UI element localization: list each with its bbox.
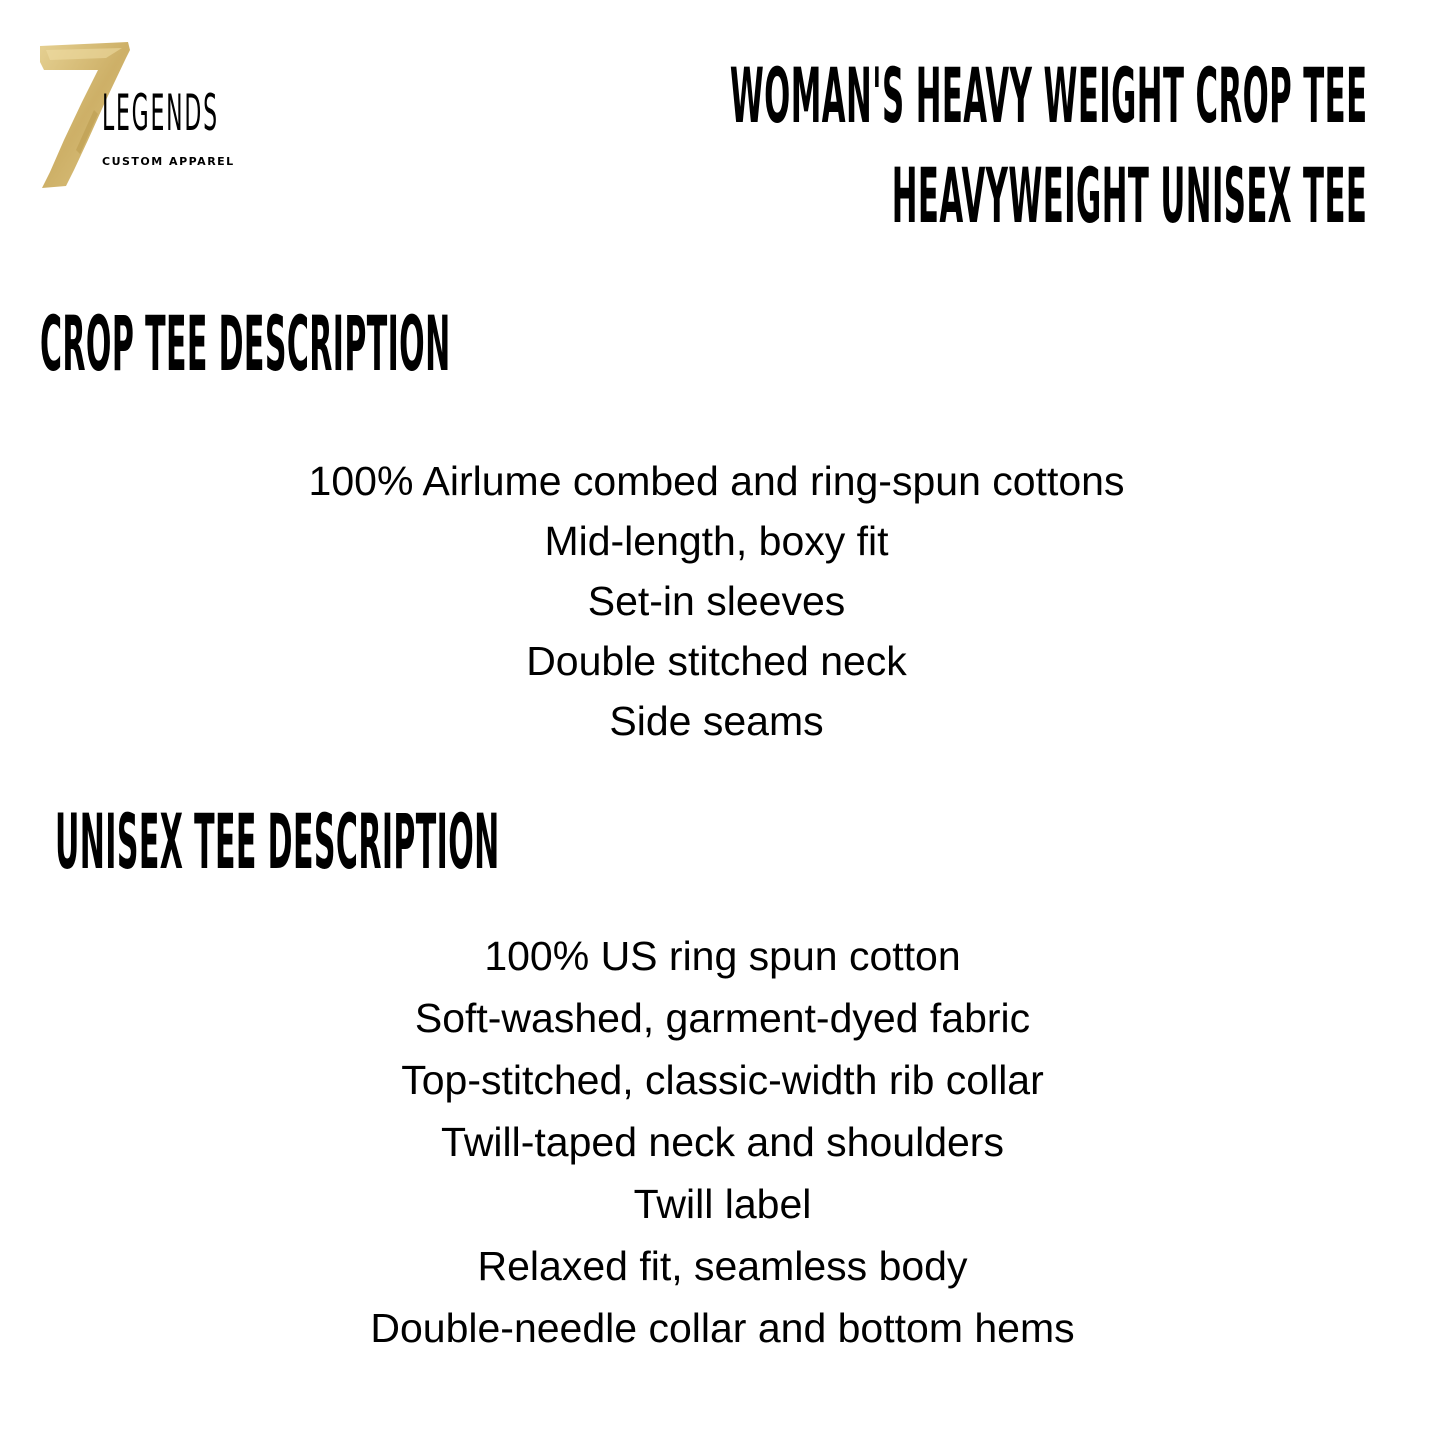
crop-tee-feature-list (0, 451, 1445, 751)
list-item (0, 1297, 1445, 1359)
feature-text: Relaxed fit, seamless body (477, 1243, 968, 1289)
product-title-line-2: HEAVYWEIGHT UNISEX TEE (891, 151, 1367, 240)
crop-tee-heading: CROP TEE DESCRIPTION (40, 299, 451, 388)
feature-text: 100% Airlume combed and ring-spun cottons (308, 458, 1125, 504)
list-item (0, 1173, 1445, 1235)
list-item (0, 1111, 1445, 1173)
brand-name: LEGENDS (102, 84, 219, 142)
list-item (0, 691, 1445, 751)
unisex-tee-heading: UNISEX TEE DESCRIPTION (55, 797, 500, 886)
feature-text: Mid-length, boxy fit (544, 518, 889, 564)
list-item (0, 1235, 1445, 1297)
feature-text: Twill-taped neck and shoulders (441, 1119, 1004, 1165)
list-item (0, 631, 1445, 691)
brand-logo (36, 40, 266, 195)
list-item (0, 987, 1445, 1049)
feature-text: 100% US ring spun cotton (484, 933, 961, 979)
unisex-tee-feature-list (0, 925, 1445, 1359)
feature-text: Set-in sleeves (587, 578, 846, 624)
feature-text: Soft-washed, garment-dyed fabric (414, 995, 1031, 1041)
list-item (0, 451, 1445, 511)
list-item (0, 511, 1445, 571)
list-item (0, 571, 1445, 631)
feature-text: Double-needle collar and bottom hems (370, 1305, 1075, 1351)
product-title-line-1: WOMAN'S HEAVY WEIGHT CROP TEE (729, 51, 1367, 140)
feature-text: Top-stitched, classic-width rib collar (401, 1057, 1044, 1103)
list-item (0, 925, 1445, 987)
feature-text: Side seams (609, 698, 824, 744)
list-item (0, 1049, 1445, 1111)
brand-tagline: CUSTOM APPAREL (102, 155, 235, 168)
feature-text: Double stitched neck (526, 638, 907, 684)
feature-text: Twill label (633, 1181, 812, 1227)
